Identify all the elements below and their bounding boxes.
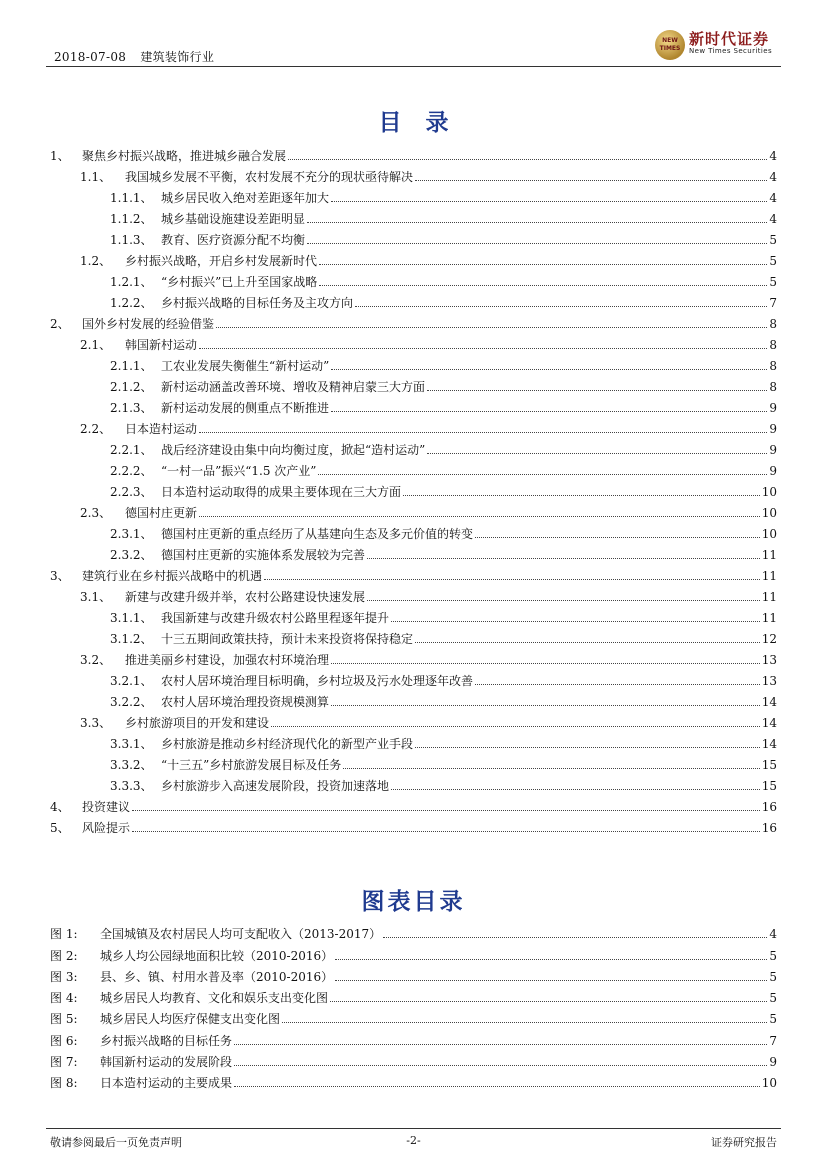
figure-entry-page: 10 bbox=[761, 1076, 777, 1091]
toc-entry-number: 2.1.1、 bbox=[110, 359, 153, 373]
toc-entry-text: 教育、医疗资源分配不均衡 bbox=[161, 233, 306, 247]
dot-leader bbox=[318, 474, 767, 475]
toc-entry-text: “乡村振兴”已上升至国家战略 bbox=[161, 275, 318, 289]
toc-entry-number: 2.2.1、 bbox=[110, 443, 153, 457]
toc-entry[interactable] bbox=[50, 562, 777, 583]
dot-leader bbox=[355, 306, 767, 307]
toc-entry-page: 8 bbox=[769, 317, 777, 331]
toc-entry-text: “十三五”乡村旅游发展目标及任务 bbox=[161, 758, 342, 772]
toc-entry-page: 10 bbox=[761, 506, 777, 520]
figure-index-list bbox=[50, 920, 777, 1090]
footer-divider bbox=[46, 1128, 781, 1129]
dot-leader bbox=[288, 159, 767, 160]
toc-entry-page: 13 bbox=[761, 653, 777, 667]
disclaimer-note: 敬请参阅最后一页免责声明 bbox=[50, 1136, 182, 1149]
toc-entry-number: 2、 bbox=[50, 317, 70, 331]
toc-entry-page: 4 bbox=[769, 212, 777, 226]
dot-leader bbox=[475, 684, 760, 685]
toc-entry-text: 我国城乡发展不平衡，农村发展不充分的现状亟待解决 bbox=[125, 170, 414, 184]
toc-entry-text: 建筑行业在乡村振兴战略中的机遇 bbox=[82, 569, 263, 583]
figure-entry[interactable] bbox=[50, 1069, 777, 1090]
toc-entry[interactable] bbox=[50, 163, 777, 184]
logo-chinese-name: 新时代证券 bbox=[689, 30, 770, 48]
toc-entry-number: 1.1.1、 bbox=[110, 191, 153, 205]
toc-entry-text: 新建与改建升级并举，农村公路建设快速发展 bbox=[125, 590, 366, 604]
dot-leader bbox=[391, 789, 760, 790]
toc-entry[interactable] bbox=[50, 310, 777, 331]
toc-entry-number: 3.1.2、 bbox=[110, 632, 153, 646]
dot-leader bbox=[367, 558, 760, 559]
dot-leader bbox=[427, 453, 767, 454]
toc-list bbox=[50, 142, 777, 835]
dot-leader bbox=[199, 516, 760, 517]
toc-entry-page: 15 bbox=[761, 779, 777, 793]
figure-entry[interactable] bbox=[50, 920, 777, 941]
dot-leader bbox=[403, 495, 760, 496]
toc-entry[interactable] bbox=[50, 772, 777, 793]
toc-entry-number: 2.1.2、 bbox=[110, 380, 153, 394]
toc-title: 目录 bbox=[378, 110, 473, 136]
report-date: 2018-07-08 bbox=[54, 50, 127, 64]
toc-entry[interactable] bbox=[50, 541, 777, 562]
figure-entry-number: 图 8: bbox=[50, 1076, 78, 1091]
toc-entry-number: 3.3.3、 bbox=[110, 779, 153, 793]
figure-entry-number: 图 3: bbox=[50, 969, 78, 984]
toc-entry[interactable] bbox=[50, 142, 777, 163]
dot-leader bbox=[330, 1001, 767, 1002]
toc-entry-page: 11 bbox=[761, 590, 777, 604]
toc-entry[interactable] bbox=[50, 373, 777, 394]
toc-entry-number: 2.1、 bbox=[80, 338, 112, 352]
logo-emblem-icon: NEW TIMES bbox=[655, 30, 685, 60]
dot-leader bbox=[132, 831, 760, 832]
toc-entry[interactable] bbox=[50, 184, 777, 205]
toc-entry-text: 风险提示 bbox=[82, 821, 131, 835]
toc-entry-page: 14 bbox=[761, 737, 777, 751]
toc-entry-text: 工农业发展失衡催生“新村运动” bbox=[161, 359, 330, 373]
dot-leader bbox=[415, 642, 760, 643]
toc-entry-text: 国外乡村发展的经验借鉴 bbox=[82, 317, 215, 331]
toc-entry-page: 15 bbox=[761, 758, 777, 772]
toc-entry[interactable] bbox=[50, 646, 777, 667]
toc-entry-text: 德国村庄更新的实施体系发展较为完善 bbox=[161, 548, 366, 562]
header-meta bbox=[54, 48, 224, 65]
figure-entry-text: 韩国新村运动的发展阶段 bbox=[100, 1055, 233, 1070]
figure-entry-page: 5 bbox=[769, 991, 777, 1006]
toc-entry-page: 4 bbox=[769, 170, 777, 184]
dot-leader bbox=[331, 369, 767, 370]
toc-entry-text: 投资建议 bbox=[82, 800, 131, 814]
toc-entry[interactable] bbox=[50, 751, 777, 772]
logo-english-name: New Times Securities bbox=[689, 47, 772, 55]
toc-entry-page: 9 bbox=[769, 422, 777, 436]
dot-leader bbox=[234, 1065, 767, 1066]
toc-entry-number: 3.1.1、 bbox=[110, 611, 153, 625]
dot-leader bbox=[319, 264, 767, 265]
toc-entry-text: 聚焦乡村振兴战略，推进城乡融合发展 bbox=[82, 149, 287, 163]
figure-entry-page: 5 bbox=[769, 969, 777, 984]
dot-leader bbox=[427, 390, 767, 391]
figure-entry-text: 城乡居民人均医疗保健支出变化图 bbox=[100, 1012, 281, 1027]
toc-entry-page: 14 bbox=[761, 716, 777, 730]
toc-entry-page: 10 bbox=[761, 485, 777, 499]
dot-leader bbox=[335, 980, 767, 981]
toc-entry-page: 11 bbox=[761, 569, 777, 583]
toc-entry-page: 9 bbox=[769, 464, 777, 478]
figure-entry[interactable] bbox=[50, 984, 777, 1005]
toc-entry[interactable] bbox=[50, 604, 777, 625]
toc-entry-page: 11 bbox=[761, 548, 777, 562]
figure-entry[interactable] bbox=[50, 941, 777, 962]
toc-entry[interactable] bbox=[50, 730, 777, 751]
toc-entry-text: 城乡基础设施建设差距明显 bbox=[161, 212, 306, 226]
dot-leader bbox=[415, 747, 760, 748]
toc-entry[interactable] bbox=[50, 688, 777, 709]
figure-entry-text: 全国城镇及农村居民人均可支配收入（2013-2017） bbox=[100, 927, 382, 942]
industry-name: 建筑装饰行业 bbox=[140, 50, 215, 64]
toc-entry-page: 16 bbox=[761, 800, 777, 814]
dot-leader bbox=[391, 621, 760, 622]
toc-entry-page: 4 bbox=[769, 149, 777, 163]
header-divider bbox=[46, 66, 781, 67]
figure-entry-page: 5 bbox=[769, 948, 777, 963]
toc-entry[interactable] bbox=[50, 583, 777, 604]
figure-entry[interactable] bbox=[50, 963, 777, 984]
toc-entry-text: 德国村庄更新的重点经历了从基建向生态及多元价值的转变 bbox=[161, 527, 474, 541]
figure-entry-number: 图 1: bbox=[50, 927, 78, 942]
toc-entry-number: 3.3.1、 bbox=[110, 737, 153, 751]
toc-entry[interactable] bbox=[50, 709, 777, 730]
toc-entry-page: 5 bbox=[769, 254, 777, 268]
toc-entry-text: 新村运动涵盖改善环境、增收及精神启蒙三大方面 bbox=[161, 380, 426, 394]
toc-entry[interactable] bbox=[50, 814, 777, 835]
dot-leader bbox=[264, 579, 760, 580]
toc-entry-text: 战后经济建设由集中向均衡过度，掀起“造村运动” bbox=[161, 443, 426, 457]
toc-entry[interactable] bbox=[50, 415, 777, 436]
dot-leader bbox=[216, 327, 767, 328]
dot-leader bbox=[415, 180, 767, 181]
dot-leader bbox=[383, 937, 767, 938]
toc-entry-page: 9 bbox=[769, 401, 777, 415]
toc-entry-number: 1.1、 bbox=[80, 170, 112, 184]
dot-leader bbox=[367, 600, 760, 601]
toc-entry-page: 12 bbox=[761, 632, 777, 646]
toc-entry-text: “一村一品”振兴“1.5 次产业” bbox=[161, 464, 317, 478]
company-logo bbox=[655, 28, 781, 62]
toc-entry-text: 韩国新村运动 bbox=[125, 338, 198, 352]
toc-entry-page: 9 bbox=[769, 443, 777, 457]
dot-leader bbox=[234, 1086, 760, 1087]
toc-entry-text: 乡村振兴战略，开启乡村发展新时代 bbox=[125, 254, 318, 268]
toc-entry-text: 农村人居环境治理目标明确，乡村垃圾及污水处理逐年改善 bbox=[161, 674, 474, 688]
toc-entry-text: 十三五期间政策扶持，预计未来投资将保持稳定 bbox=[161, 632, 414, 646]
toc-entry-page: 14 bbox=[761, 695, 777, 709]
page-number: -2- bbox=[406, 1134, 421, 1147]
toc-entry[interactable] bbox=[50, 478, 777, 499]
toc-entry-number: 2.3.1、 bbox=[110, 527, 153, 541]
toc-entry-page: 11 bbox=[761, 611, 777, 625]
toc-entry[interactable] bbox=[50, 625, 777, 646]
toc-entry[interactable] bbox=[50, 289, 777, 310]
dot-leader bbox=[343, 768, 759, 769]
toc-entry-text: 农村人居环境治理投资规模测算 bbox=[161, 695, 330, 709]
figure-entry-text: 乡村振兴战略的目标任务 bbox=[100, 1033, 233, 1048]
toc-entry[interactable] bbox=[50, 268, 777, 289]
figure-entry-text: 日本造村运动的主要成果 bbox=[100, 1076, 233, 1091]
dot-leader bbox=[475, 537, 760, 538]
dot-leader bbox=[199, 432, 767, 433]
toc-entry-number: 2.2.2、 bbox=[110, 464, 153, 478]
toc-entry[interactable] bbox=[50, 331, 777, 352]
toc-entry-number: 3.2.1、 bbox=[110, 674, 153, 688]
toc-entry-page: 4 bbox=[769, 191, 777, 205]
toc-entry-number: 1.2.2、 bbox=[110, 296, 153, 310]
toc-entry-text: 我国新建与改建升级农村公路里程逐年提升 bbox=[161, 611, 390, 625]
figure-entry-page: 4 bbox=[769, 927, 777, 942]
toc-entry[interactable] bbox=[50, 457, 777, 478]
toc-entry-text: 乡村旅游是推动乡村经济现代化的新型产业手段 bbox=[161, 737, 414, 751]
report-type: 证券研究报告 bbox=[711, 1136, 777, 1149]
toc-entry-page: 5 bbox=[769, 233, 777, 247]
toc-entry-text: 城乡居民收入绝对差距逐年加大 bbox=[161, 191, 330, 205]
toc-entry-page: 8 bbox=[769, 359, 777, 373]
dot-leader bbox=[307, 222, 767, 223]
toc-entry-number: 1.1.3、 bbox=[110, 233, 153, 247]
figure-entry-page: 5 bbox=[769, 1012, 777, 1027]
page-header bbox=[46, 28, 781, 68]
toc-entry-page: 5 bbox=[769, 275, 777, 289]
toc-entry-text: 德国村庄更新 bbox=[125, 506, 198, 520]
toc-entry-number: 2.3、 bbox=[80, 506, 112, 520]
toc-entry-text: 推进美丽乡村建设，加强农村环境治理 bbox=[125, 653, 330, 667]
figure-entry-number: 图 7: bbox=[50, 1055, 78, 1070]
toc-entry-text: 新村运动发展的侧重点不断推进 bbox=[161, 401, 330, 415]
figure-entry-number: 图 5: bbox=[50, 1012, 78, 1027]
toc-entry-text: 日本造村运动 bbox=[125, 422, 198, 436]
figure-entry-number: 图 4: bbox=[50, 991, 78, 1006]
figure-entry-text: 城乡居民人均教育、文化和娱乐支出变化图 bbox=[100, 991, 329, 1006]
figure-entry-page: 9 bbox=[769, 1055, 777, 1070]
toc-entry[interactable] bbox=[50, 226, 777, 247]
toc-entry-text: 乡村振兴战略的目标任务及主攻方向 bbox=[161, 296, 354, 310]
dot-leader bbox=[132, 810, 760, 811]
toc-entry-number: 2.2.3、 bbox=[110, 485, 153, 499]
toc-entry-text: 乡村旅游步入高速发展阶段，投资加速落地 bbox=[161, 779, 390, 793]
toc-entry-number: 1、 bbox=[50, 149, 70, 163]
figure-entry[interactable] bbox=[50, 1048, 777, 1069]
toc-entry[interactable] bbox=[50, 394, 777, 415]
toc-entry[interactable] bbox=[50, 352, 777, 373]
toc-entry[interactable] bbox=[50, 520, 777, 541]
toc-entry-number: 1.2、 bbox=[80, 254, 112, 268]
toc-entry-number: 3.3.2、 bbox=[110, 758, 153, 772]
toc-entry-number: 3.1、 bbox=[80, 590, 112, 604]
toc-entry[interactable] bbox=[50, 667, 777, 688]
figure-entry-text: 县、乡、镇、村用水普及率（2010-2016） bbox=[100, 969, 334, 984]
toc-entry-number: 3.2.2、 bbox=[110, 695, 153, 709]
toc-entry-page: 16 bbox=[761, 821, 777, 835]
dot-leader bbox=[331, 411, 767, 412]
dot-leader bbox=[331, 663, 760, 664]
toc-entry-number: 1.1.2、 bbox=[110, 212, 153, 226]
dot-leader bbox=[319, 285, 767, 286]
toc-entry-page: 13 bbox=[761, 674, 777, 688]
dot-leader bbox=[234, 1044, 767, 1045]
toc-entry[interactable] bbox=[50, 499, 777, 520]
toc-entry[interactable] bbox=[50, 205, 777, 226]
toc-entry[interactable] bbox=[50, 436, 777, 457]
toc-entry[interactable] bbox=[50, 793, 777, 814]
toc-entry-page: 8 bbox=[769, 380, 777, 394]
toc-entry-page: 7 bbox=[769, 296, 777, 310]
dot-leader bbox=[282, 1022, 767, 1023]
figure-entry[interactable] bbox=[50, 1005, 777, 1026]
page-footer bbox=[46, 1128, 781, 1148]
dot-leader bbox=[307, 243, 767, 244]
toc-entry-number: 5、 bbox=[50, 821, 70, 835]
toc-entry-number: 3.2、 bbox=[80, 653, 112, 667]
dot-leader bbox=[335, 959, 767, 960]
figure-index-title: 图表目录 bbox=[361, 889, 466, 915]
toc-entry-number: 2.1.3、 bbox=[110, 401, 153, 415]
toc-entry-number: 4、 bbox=[50, 800, 70, 814]
toc-entry-number: 3、 bbox=[50, 569, 70, 583]
toc-entry-text: 日本造村运动取得的成果主要体现在三大方面 bbox=[161, 485, 402, 499]
dot-leader bbox=[271, 726, 760, 727]
figure-entry[interactable] bbox=[50, 1026, 777, 1047]
toc-entry-number: 2.3.2、 bbox=[110, 548, 153, 562]
toc-entry-number: 3.3、 bbox=[80, 716, 112, 730]
toc-entry-number: 2.2、 bbox=[80, 422, 112, 436]
dot-leader bbox=[331, 201, 767, 202]
toc-entry-text: 乡村旅游项目的开发和建设 bbox=[125, 716, 270, 730]
toc-entry-page: 8 bbox=[769, 338, 777, 352]
figure-entry-page: 7 bbox=[769, 1033, 777, 1048]
dot-leader bbox=[331, 705, 760, 706]
toc-entry-page: 10 bbox=[761, 527, 777, 541]
figure-entry-number: 图 6: bbox=[50, 1033, 78, 1048]
figure-entry-number: 图 2: bbox=[50, 948, 78, 963]
toc-entry[interactable] bbox=[50, 247, 777, 268]
dot-leader bbox=[199, 348, 767, 349]
toc-entry-number: 1.2.1、 bbox=[110, 275, 153, 289]
figure-entry-text: 城乡人均公园绿地面积比较（2010-2016） bbox=[100, 948, 334, 963]
